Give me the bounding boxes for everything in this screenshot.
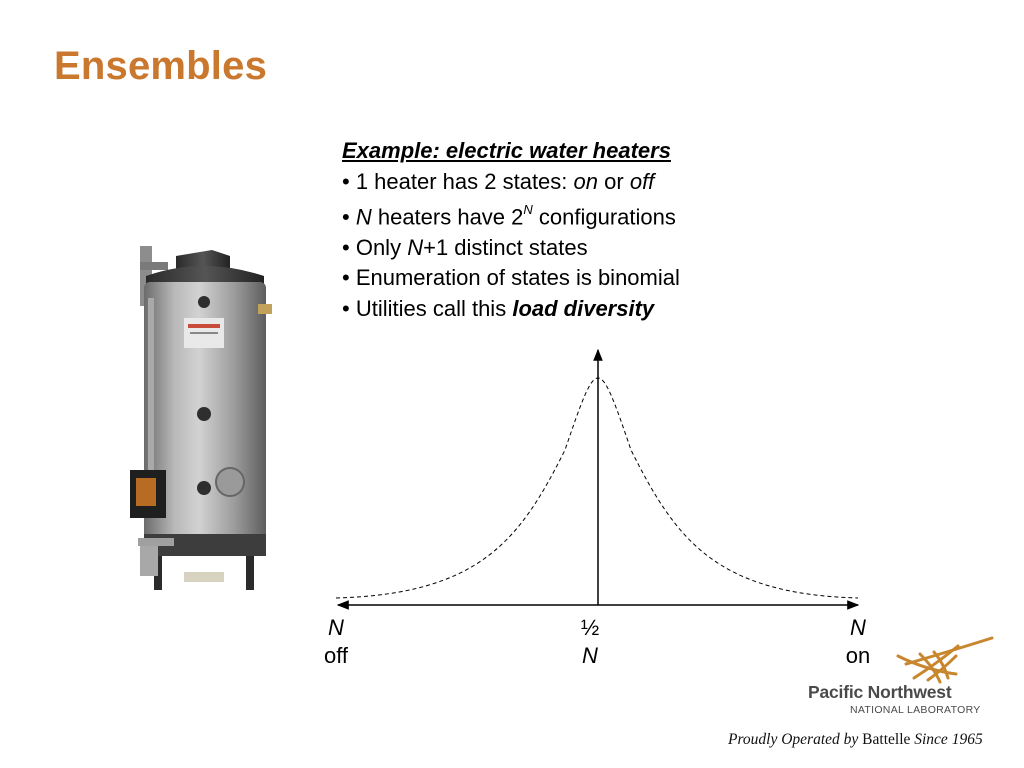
- tagline-suffix: Since 1965: [914, 731, 983, 748]
- bullet-distinct-states: [342, 233, 680, 264]
- bullet-text: Only: [355, 234, 402, 260]
- axis-label-left: [318, 614, 354, 670]
- axis-label-right-state: on: [845, 643, 871, 668]
- bullet-text: 1 heater has 2 states:: [355, 168, 568, 194]
- axis-label-center-half: ½: [580, 615, 600, 640]
- axis-label-center-n: N: [582, 643, 598, 668]
- bullet-text-load-diversity: load diversity: [512, 295, 655, 321]
- bullet-var-n: N: [355, 204, 372, 230]
- bullet-text: configurations: [538, 204, 676, 230]
- tagline-prefix: Proudly Operated by: [728, 731, 859, 748]
- bullet-text: +1 distinct states: [423, 234, 588, 260]
- bullet-text: Utilities call this: [355, 295, 507, 321]
- bullet-var-n: N: [407, 234, 424, 260]
- binomial-distribution-diagram: [300, 340, 880, 630]
- example-bullet-list: [342, 136, 680, 324]
- axis-label-left-n: N: [328, 615, 344, 640]
- tagline-brand: Battelle: [862, 731, 911, 748]
- bullet-load-diversity: [342, 294, 680, 325]
- bullet-text-on: on: [573, 168, 599, 194]
- bell-curve: [336, 378, 858, 598]
- logo-name: Pacific Northwest: [808, 682, 952, 702]
- bullet-marker: •: [342, 295, 350, 321]
- water-heater-image: [118, 238, 288, 608]
- axis-label-left-state: off: [323, 643, 349, 668]
- bullet-marker: •: [342, 204, 350, 230]
- bullet-text-off: off: [629, 168, 655, 194]
- bullet-text: or: [604, 168, 624, 194]
- bullet-configurations: [342, 197, 680, 233]
- bullet-text: heaters have 2: [377, 204, 524, 230]
- bullet-marker: •: [342, 265, 350, 291]
- example-heading: Example: electric water heaters: [342, 138, 671, 163]
- tagline: [728, 731, 983, 749]
- slide-title: Ensembles: [54, 44, 268, 88]
- axis-label-center: [572, 614, 608, 670]
- bullet-marker: •: [342, 168, 350, 194]
- bullet-two-states: [342, 167, 680, 198]
- bullet-binomial: [342, 263, 680, 294]
- bullet-text: Enumeration of states is binomial: [355, 265, 680, 291]
- logo-subtitle: NATIONAL LABORATORY: [850, 704, 981, 716]
- axis-label-right-n: N: [850, 615, 866, 640]
- bullet-superscript-n: N: [523, 202, 533, 217]
- bullet-marker: •: [342, 234, 350, 260]
